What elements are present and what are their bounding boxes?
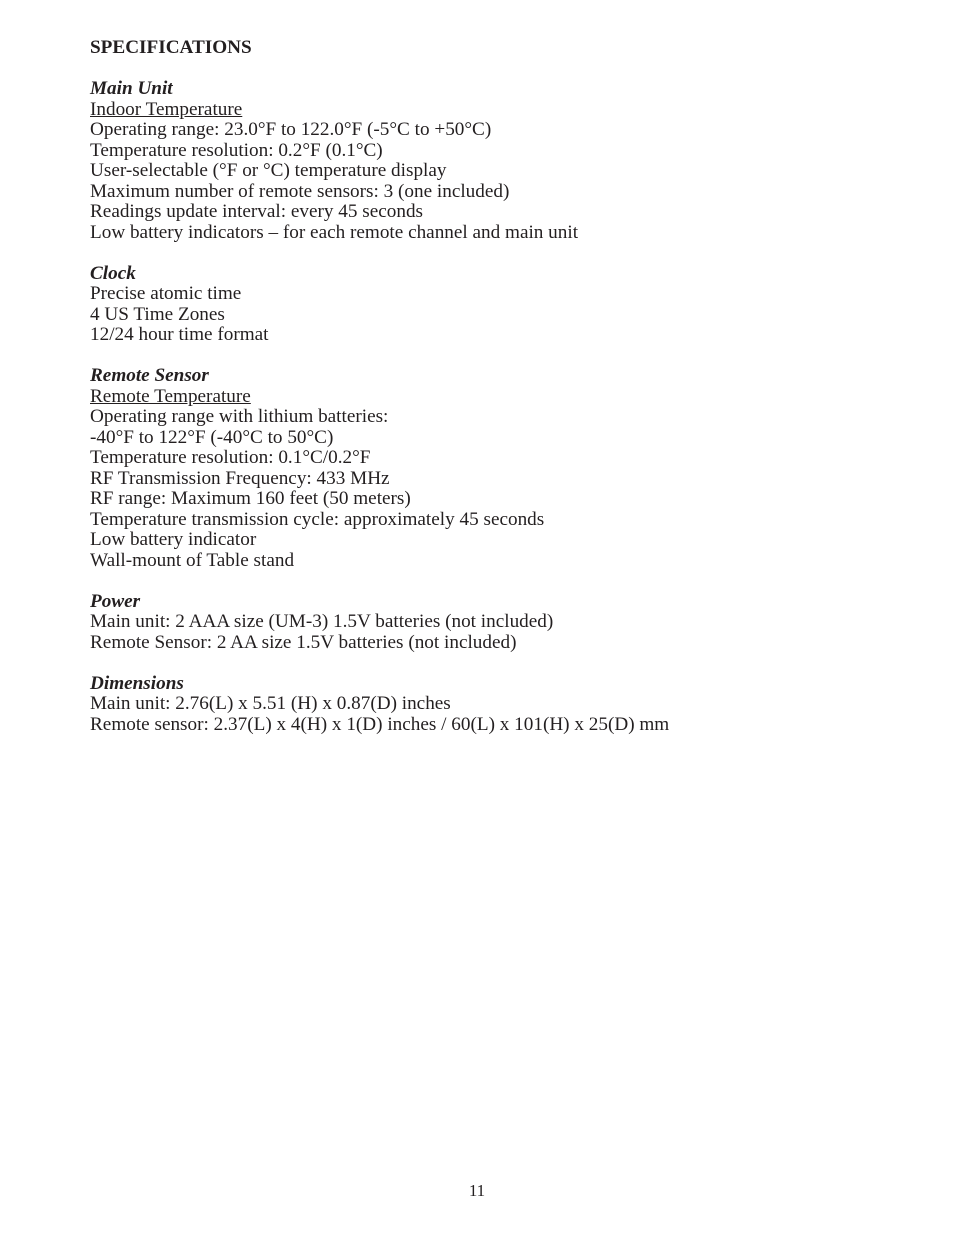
spec-line: Low battery indicator <box>90 529 257 550</box>
spec-line: Operating range: 23.0°F to 122.0°F (-5°C to +50°C) <box>90 119 492 140</box>
spec-line: -40°F to 122°F (-40°C to 50°C) <box>90 426 334 448</box>
spec-line: Readings update interval: every 45 seconds <box>90 201 424 222</box>
spec-line: Main unit: 2 AAA size (UM-3) 1.5V batteries (not included) <box>90 611 554 632</box>
section-heading-main-unit: Main Unit <box>90 78 173 99</box>
spec-line: Temperature transmission cycle: approximately 45 seconds <box>90 508 545 530</box>
section-main-unit <box>90 79 930 243</box>
spec-line: Remote sensor: 2.37(L) x 4(H) x 1(D) inches / 60(L) x 101(H) x 25(D) mm <box>90 713 670 735</box>
spec-line: Temperature resolution: 0.1°C/0.2°F <box>90 447 371 468</box>
spec-line: Operating range with lithium batteries: <box>90 406 389 427</box>
spec-line: Remote Sensor: 2 AA size 1.5V batteries (not included) <box>90 631 517 653</box>
spec-line: 12/24 hour time format <box>90 324 269 345</box>
spec-line: Main unit: 2.76(L) x 5.51 (H) x 0.87(D) inches <box>90 693 451 714</box>
subheading-remote-temperature: Remote Temperature <box>90 385 251 407</box>
spec-line: Precise atomic time <box>90 283 242 304</box>
page-title: SPECIFICATIONS <box>90 37 252 58</box>
document-page <box>90 38 930 735</box>
spec-line: RF range: Maximum 160 feet (50 meters) <box>90 488 411 509</box>
page-number: 11 <box>468 1181 486 1200</box>
spec-line: Wall-mount of Table stand <box>90 549 295 571</box>
subheading-indoor-temperature: Indoor Temperature <box>90 98 243 120</box>
section-remote-sensor <box>90 366 930 571</box>
spec-line: Low battery indicators – for each remote channel and main unit <box>90 221 579 243</box>
spec-line: 4 US Time Zones <box>90 303 225 325</box>
section-heading-clock: Clock <box>90 262 136 284</box>
spec-line: User-selectable (°F or °C) temperature display <box>90 160 447 181</box>
section-power <box>90 592 930 654</box>
section-clock <box>90 264 930 346</box>
section-heading-dimensions: Dimensions <box>90 672 184 694</box>
section-dimensions <box>90 674 930 736</box>
section-heading-power: Power <box>90 590 141 612</box>
section-heading-remote-sensor: Remote Sensor <box>90 365 209 386</box>
spec-line: Maximum number of remote sensors: 3 (one included) <box>90 180 510 202</box>
spec-line: Temperature resolution: 0.2°F (0.1°C) <box>90 139 383 161</box>
spec-line: RF Transmission Frequency: 433 MHz <box>90 467 390 489</box>
